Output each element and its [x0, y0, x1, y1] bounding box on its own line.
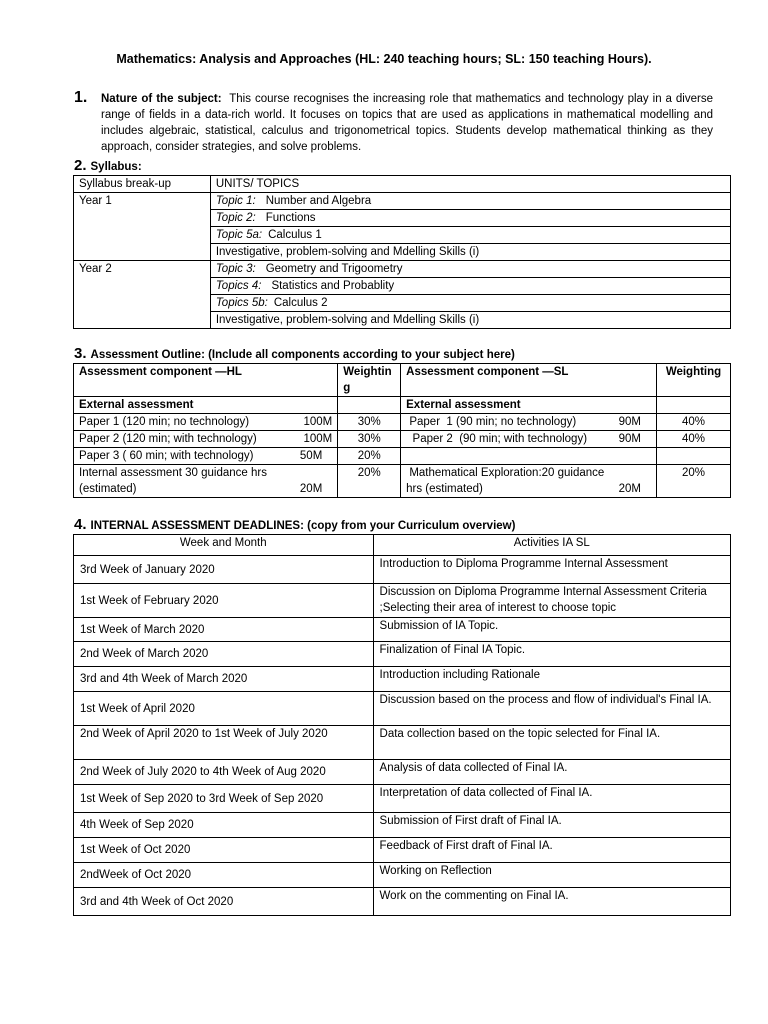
topic-cell: Investigative, problem-solving and Mdelling Skills (i) — [210, 244, 730, 261]
table-row — [74, 193, 731, 210]
activity-cell: Submission of IA Topic. — [373, 618, 730, 642]
component-cell — [401, 431, 657, 448]
activity-cell: Introduction including Rationale — [373, 667, 730, 692]
week-cell: 1st Week of Sep 2020 to 3rd Week of Sep 2020 — [74, 785, 374, 813]
table-header-cell: Week and Month — [74, 535, 374, 556]
component-cell — [74, 431, 338, 448]
weight-cell: 30% — [338, 414, 401, 431]
week-cell: 4th Week of Sep 2020 — [74, 813, 374, 838]
empty-cell — [657, 397, 731, 414]
table-header-cell: Assessment component —HL — [74, 364, 338, 397]
topic-cell — [210, 210, 730, 227]
component-name: Paper 2 (120 min; with technology) — [79, 433, 257, 445]
section-number: 2. — [74, 157, 87, 174]
weight-cell: 40% — [657, 414, 731, 431]
component-name: Paper 1 (120 min; no technology) — [79, 416, 250, 428]
topic-prefix: Topics 4: — [215, 280, 262, 292]
table-row — [74, 618, 731, 642]
table-row — [74, 465, 731, 498]
weight-cell: 20% — [657, 465, 731, 498]
empty-cell — [338, 397, 401, 414]
activity-cell: Working on Reflection — [373, 863, 730, 888]
external-label: External assessment — [401, 397, 657, 414]
nature-paragraph — [101, 91, 713, 155]
component-cell — [401, 448, 657, 465]
table-row — [74, 431, 731, 448]
topic-cell: Investigative, problem-solving and Mdelling Skills (i) — [210, 312, 730, 329]
topic-cell — [210, 261, 730, 278]
topic-prefix: Topic 3: — [215, 263, 256, 275]
syllabus-table — [73, 175, 731, 329]
component-marks: 100M — [303, 416, 333, 428]
activity-cell: Introduction to Diploma Programme Internal Assessment — [373, 556, 730, 584]
weight-cell: 40% — [657, 431, 731, 448]
section-number: 4. — [74, 516, 87, 533]
topic-prefix: Topic 2: — [215, 212, 256, 224]
ia-deadlines-table — [73, 534, 731, 916]
topic-name: Calculus 2 — [273, 297, 328, 309]
topic-prefix: Topics 5b: — [215, 297, 268, 309]
table-row — [74, 838, 731, 863]
week-cell: 3rd and 4th Week of March 2020 — [74, 667, 374, 692]
table-header-cell: UNITS/ TOPICS — [210, 176, 730, 193]
component-marks: 90M — [618, 416, 641, 428]
table-header-cell: Weighting — [657, 364, 731, 397]
table-row — [74, 692, 731, 726]
section-heading-text: Syllabus: — [90, 161, 142, 173]
weight-cell: 20% — [338, 448, 401, 465]
component-name: Paper 2 (90 min; with technology) — [406, 433, 588, 445]
component-name: Internal assessment 30 guidance hrs — [79, 467, 267, 479]
section-number: 3. — [74, 345, 87, 362]
table-row — [74, 760, 731, 785]
table-row — [74, 667, 731, 692]
component-name-cont: (estimated) — [79, 483, 137, 495]
component-marks: 20M — [618, 483, 641, 495]
table-row — [74, 813, 731, 838]
assessment-heading — [74, 345, 515, 362]
week-cell: 2nd Week of March 2020 — [74, 642, 374, 667]
table-header-row — [74, 364, 731, 397]
component-cell — [74, 465, 338, 498]
component-name-cont: hrs (estimated) — [406, 483, 483, 495]
component-marks: 20M — [299, 483, 323, 495]
component-cell — [401, 414, 657, 431]
week-cell: 1st Week of April 2020 — [74, 692, 374, 726]
week-cell: 1st Week of March 2020 — [74, 618, 374, 642]
activity-cell: Finalization of Final IA Topic. — [373, 642, 730, 667]
component-name: Paper 3 ( 60 min; with technology) — [79, 450, 254, 462]
topic-name: Number and Algebra — [265, 195, 372, 207]
section-heading-text: INTERNAL ASSESSMENT DEADLINES: (copy from your Curriculum overview) — [90, 520, 516, 532]
component-marks: 90M — [618, 433, 641, 445]
topic-name: Calculus 1 — [268, 229, 322, 241]
activity-cell: Submission of First draft of Final IA. — [373, 813, 730, 838]
topic-cell — [210, 295, 730, 312]
week-cell: 1st Week of February 2020 — [74, 584, 374, 618]
external-label: External assessment — [74, 397, 338, 414]
component-cell — [74, 414, 338, 431]
component-cell — [74, 448, 338, 465]
topic-cell — [210, 227, 730, 244]
table-row — [74, 414, 731, 431]
table-header-cell: Assessment component —SL — [401, 364, 657, 397]
table-row — [74, 261, 731, 278]
table-header-cell: Weighting — [338, 364, 401, 397]
year-cell: Year 2 — [74, 261, 211, 329]
year-cell: Year 1 — [74, 193, 211, 261]
nature-text: This course recognises the increasing role that mathematics and technology play in a diverse range of fields in a data-rich world. It focuses on topics that are used as applications in mathematical modelling and includes algebraic, statistical, calculus and trigonometrical topics. Students develop mathematical thinking as they approach, consider strategies, and solve problems. — [101, 93, 713, 153]
week-cell: 3rd Week of January 2020 — [74, 556, 374, 584]
table-row — [74, 556, 731, 584]
table-header-row — [74, 176, 731, 193]
table-row — [74, 726, 731, 760]
week-cell: 3rd and 4th Week of Oct 2020 — [74, 888, 374, 916]
ia-deadlines-heading — [74, 516, 515, 533]
component-name: Mathematical Exploration:20 guidance — [406, 467, 605, 479]
component-marks: 100M — [303, 433, 333, 445]
topic-name: Geometry and Trigoometry — [265, 263, 403, 275]
component-cell — [401, 465, 657, 498]
topic-prefix: Topic 5a: — [215, 229, 263, 241]
table-row — [74, 397, 731, 414]
table-header-cell: Syllabus break-up — [74, 176, 211, 193]
activity-cell: Feedback of First draft of Final IA. — [373, 838, 730, 863]
topic-name: Statistics and Probablity — [271, 280, 395, 292]
nature-heading: Nature of the subject: — [101, 93, 222, 105]
weight-cell: 30% — [338, 431, 401, 448]
component-name: Paper 1 (90 min; no technology) — [406, 416, 577, 428]
page-title: Mathematics: Analysis and Approaches (HL: 240 teaching hours; SL: 150 teaching Hours). — [116, 52, 652, 66]
week-cell: 2nd Week of April 2020 to 1st Week of July 2020 — [74, 726, 374, 760]
activity-cell: Discussion on Diploma Programme Internal Assessment Criteria ;Selecting their area of interest to choose topic — [373, 584, 730, 618]
table-row — [74, 888, 731, 916]
week-cell: 1st Week of Oct 2020 — [74, 838, 374, 863]
weight-cell: 20% — [338, 465, 401, 498]
week-cell: 2ndWeek of Oct 2020 — [74, 863, 374, 888]
topic-name: Functions — [265, 212, 316, 224]
assessment-table — [73, 363, 731, 498]
topic-cell — [210, 278, 730, 295]
week-cell: 2nd Week of July 2020 to 4th Week of Aug 2020 — [74, 760, 374, 785]
section-heading-text: Assessment Outline: (Include all components according to your subject here) — [90, 349, 515, 361]
syllabus-heading — [74, 157, 142, 174]
activity-cell: Data collection based on the topic selected for Final IA. — [373, 726, 730, 760]
table-row — [74, 863, 731, 888]
activity-cell: Analysis of data collected of Final IA. — [373, 760, 730, 785]
table-header-row — [74, 535, 731, 556]
topic-cell — [210, 193, 730, 210]
activity-cell: Work on the commenting on Final IA. — [373, 888, 730, 916]
weight-cell — [657, 448, 731, 465]
activity-cell: Interpretation of data collected of Final IA. — [373, 785, 730, 813]
component-marks: 50M — [299, 450, 323, 462]
table-row — [74, 448, 731, 465]
activity-cell: Discussion based on the process and flow of individual's Final IA. — [373, 692, 730, 726]
table-row — [74, 785, 731, 813]
topic-prefix: Topic 1: — [215, 195, 256, 207]
table-row — [74, 584, 731, 618]
table-row — [74, 642, 731, 667]
section-number: 1. — [74, 89, 88, 106]
table-header-cell: Activities IA SL — [373, 535, 730, 556]
